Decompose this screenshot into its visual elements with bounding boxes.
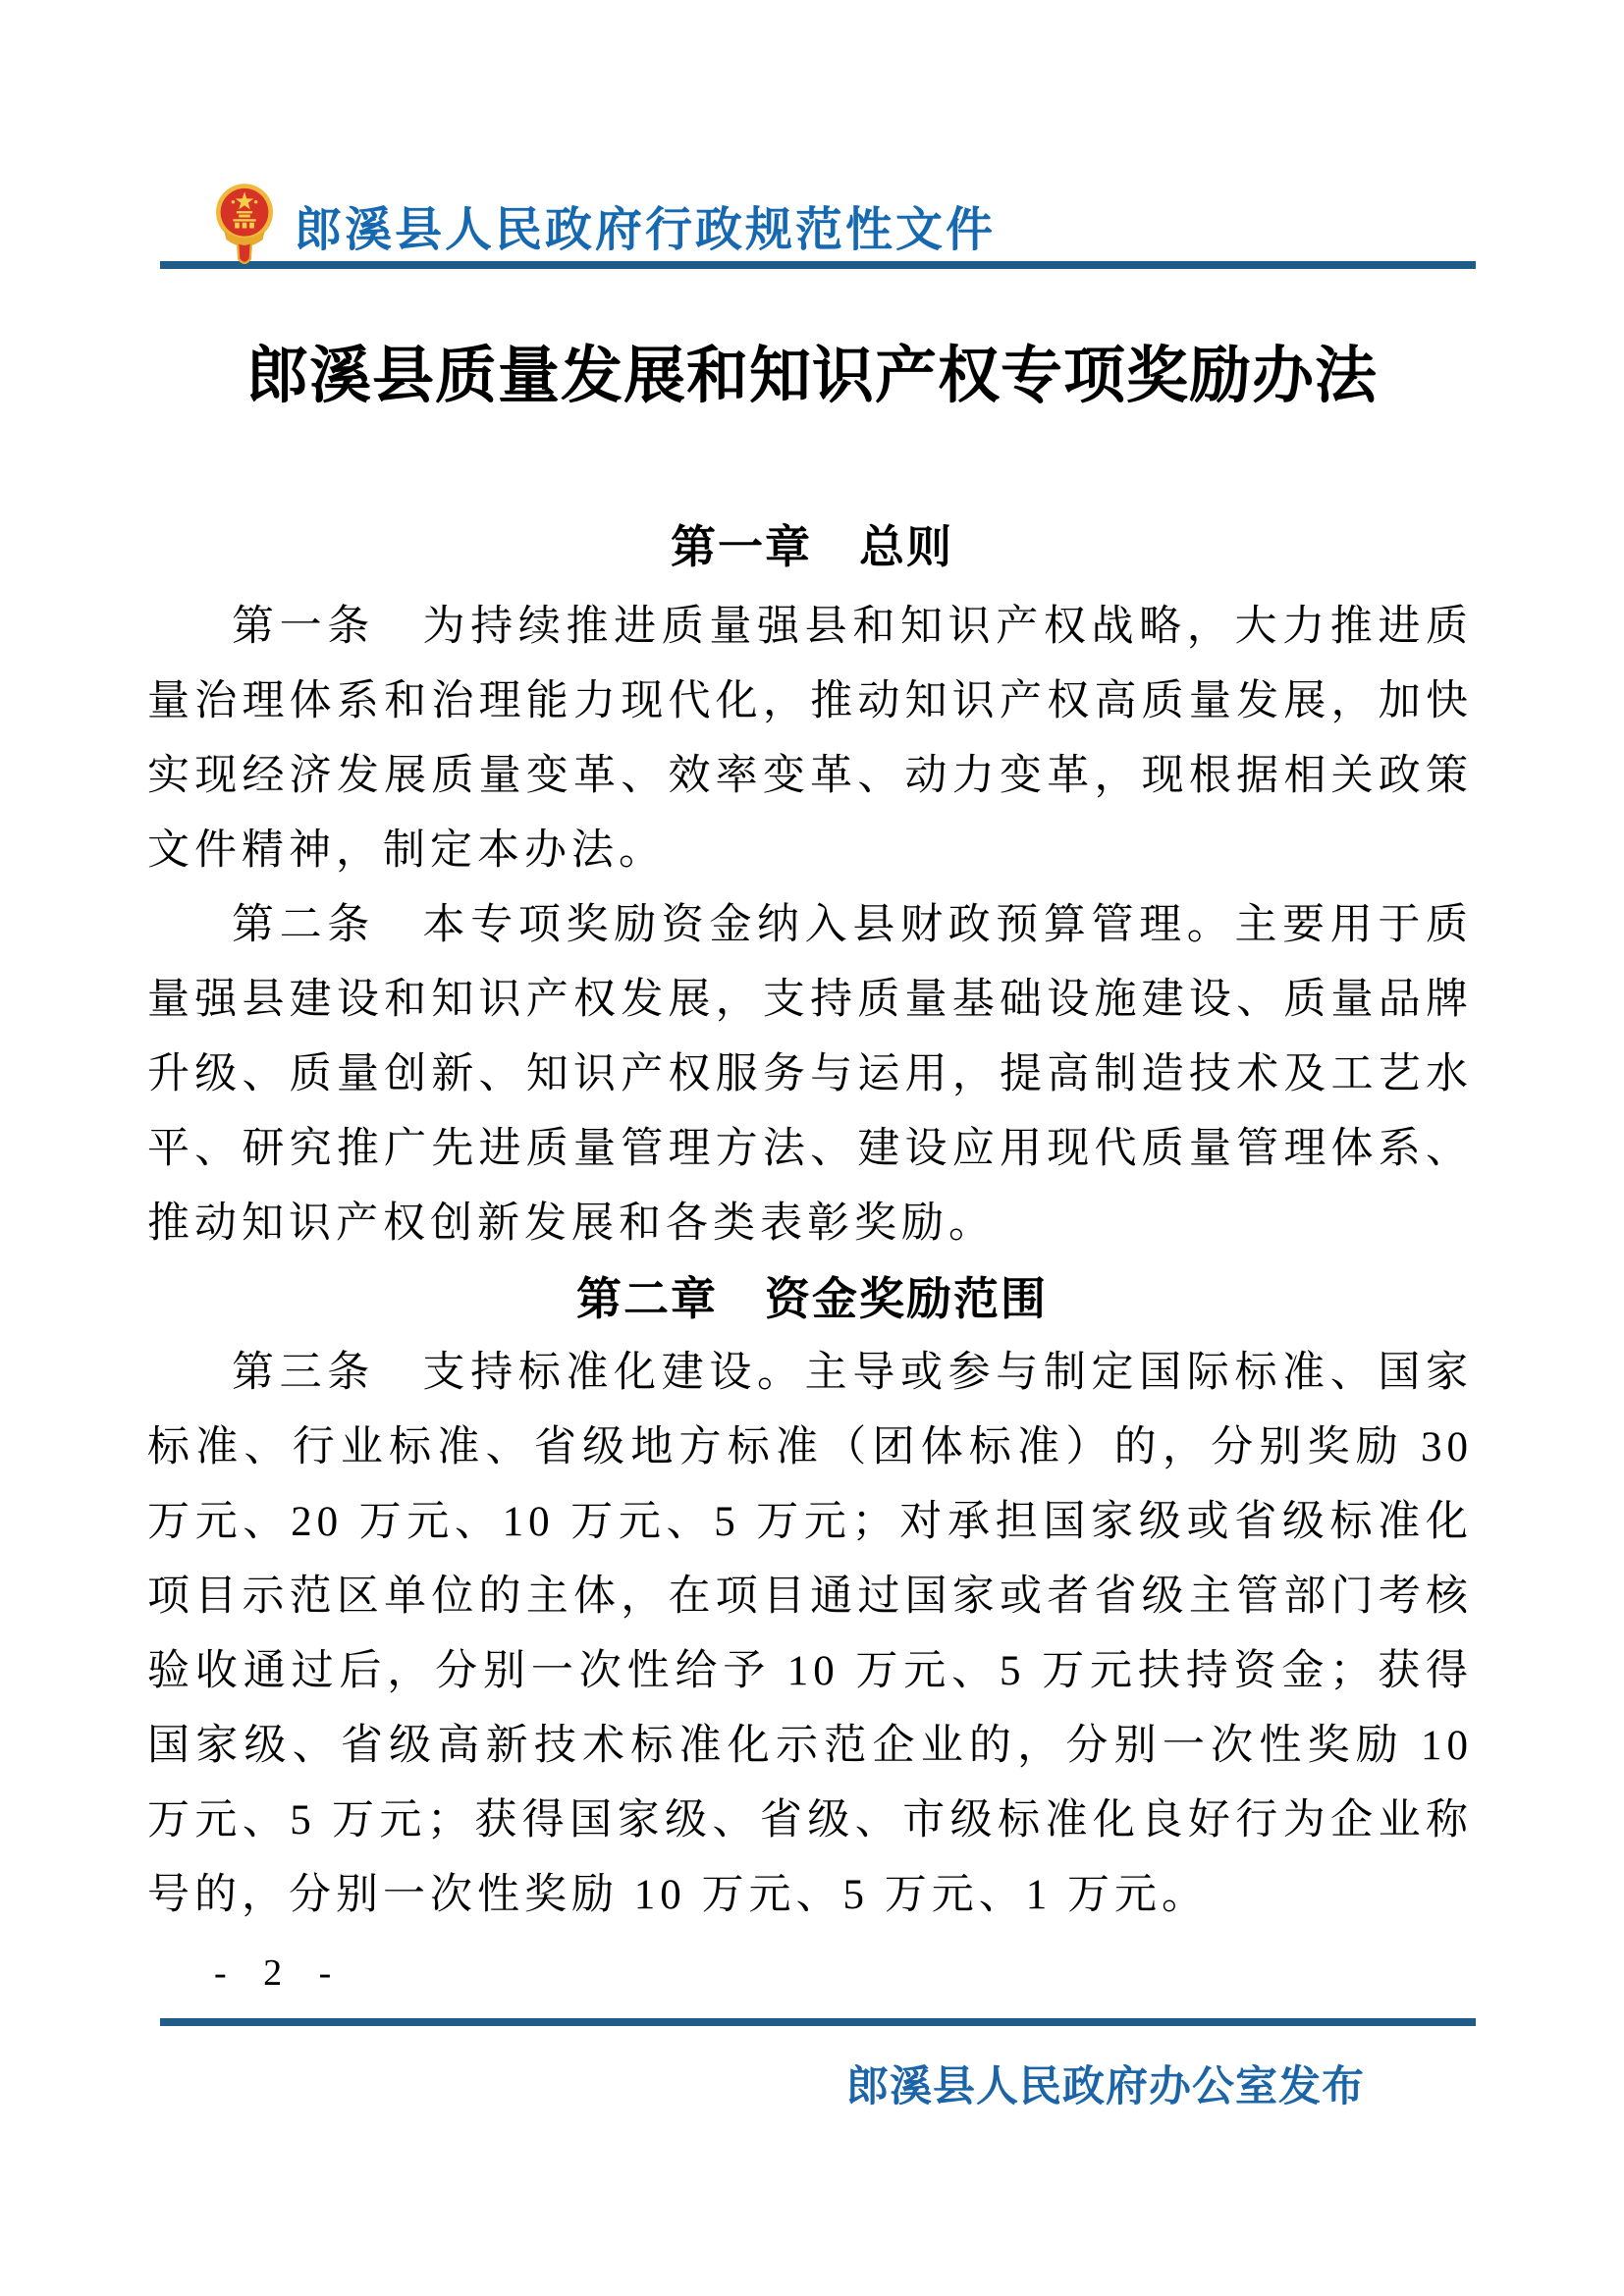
chapter-1-heading: 第一章 总则 bbox=[671, 521, 953, 572]
chapter-1-body bbox=[147, 590, 1473, 1261]
header-banner bbox=[216, 183, 1624, 267]
national-emblem-icon bbox=[216, 183, 273, 267]
page-number: - 2 - bbox=[214, 1952, 340, 1994]
chapter-2-heading: 第二章 资金奖励范围 bbox=[576, 1273, 1048, 1324]
footer-divider-line bbox=[160, 2018, 1476, 2026]
chapter-2-body bbox=[147, 1336, 1473, 1933]
article-1-paragraph: 第一条 为持续推进质量强县和知识产权战略，大力推进质量治理体系和治理能力现代化，推动知识产权高质量发展，加快实现经济发展质量变革、效率变革、动力变革，现根据相关政策文件精神，制定本办法。 bbox=[147, 604, 1473, 874]
article-2-paragraph: 第二条 本专项奖励资金纳入县财政预算管理。主要用于质量强县建设和知识产权发展，支持质量基础设施建设、质量品牌升级、质量创新、知识产权服务与运用，提高制造技术及工艺水平、研究推广先进质量管理方法、建设应用现代质量管理体系、推动知识产权创新发展和各类表彰奖励。 bbox=[147, 902, 1473, 1247]
header-divider-line bbox=[160, 261, 1476, 269]
document-title: 郎溪县质量发展和知识产权专项奖励办法 bbox=[246, 342, 1378, 410]
publisher-line: 郎溪县人民政府办公室发布 bbox=[846, 2064, 1365, 2110]
article-3-paragraph: 第三条 支持标准化建设。主导或参与制定国际标准、国家标准、行业标准、省级地方标准（团体标准）的，分别奖励 30 万元、20 万元、10 万元、5 万元；对承担国家级或省级标准化项目示范区单位的主体，在项目通过国家或者省级主管部门考核验收通过后，分别一次性给予 10 万元、5 万元扶持资金；获得国家级、省级高新技术标准化示范企业的，分别一次性奖励 10 万元、5 万元；获得国家级、省级、市级标准化良好行为企业称号的，分别一次性奖励 10 万元、5 万元、1 万元。 bbox=[147, 1350, 1473, 1918]
header-banner-text: 郎溪县人民政府行政规范性文件 bbox=[295, 203, 997, 256]
